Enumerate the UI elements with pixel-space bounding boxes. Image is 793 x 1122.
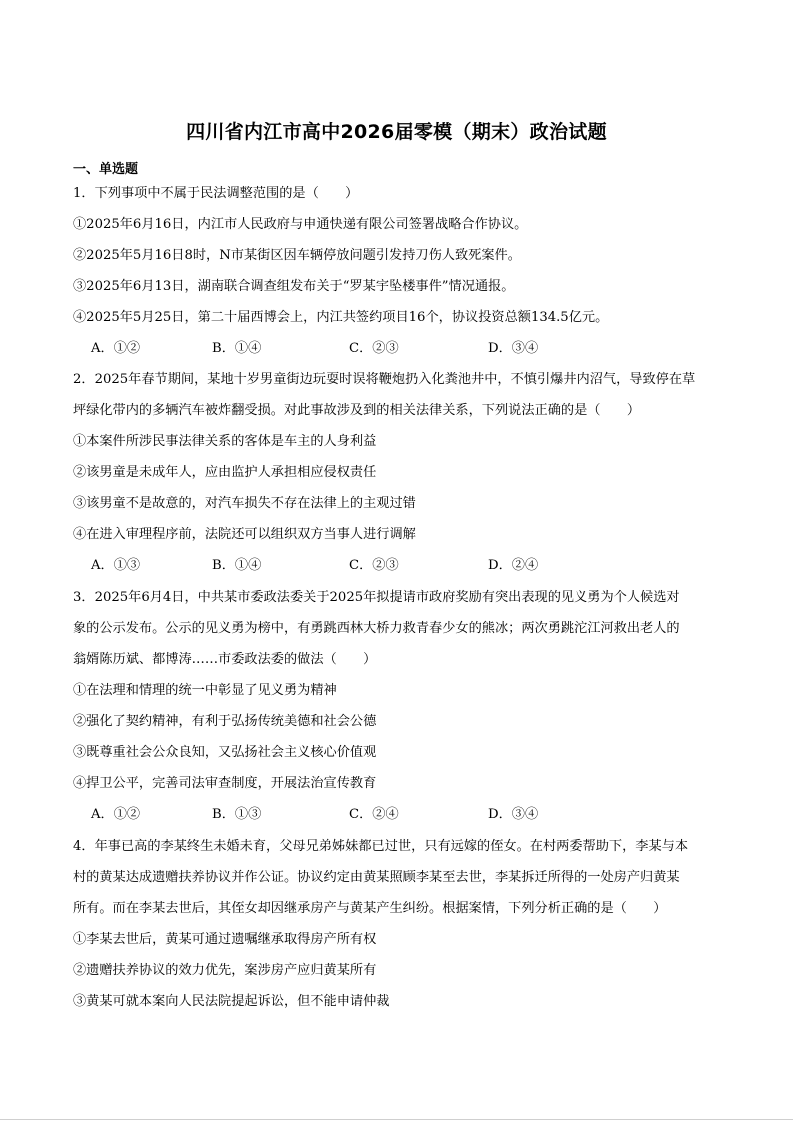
question-2-statement-4: ④在进入审理程序前，法院还可以组织双方当事人进行调解 bbox=[73, 527, 416, 542]
question-4-stem-line-1: 4．年事已高的李某终生未婚未育，父母兄弟姊妹都已过世，只有远嫁的侄女。在村两委帮助下，李某与本 bbox=[73, 839, 689, 854]
option-b: B．①④ bbox=[212, 558, 262, 573]
option-a: A．①③ bbox=[91, 558, 141, 573]
question-1-stem: 1．下列事项中不属于民法调整范围的是（ ） bbox=[73, 186, 359, 201]
question-3-options bbox=[91, 806, 691, 824]
question-2-stem-line-1: 2．2025年春节期间，某地十岁男童街边玩耍时误将鞭炮扔入化粪池井中，不慎引爆井内沼气，导致停在草 bbox=[73, 372, 696, 387]
question-1-statement-4: ④2025年5月25日，第二十届西博会上，内江共签约项目16个，协议投资总额134.5亿元。 bbox=[73, 310, 609, 325]
question-1-statement-1: ①2025年6月16日，内江市人民政府与申通快递有限公司签署战略合作协议。 bbox=[73, 217, 528, 232]
option-b: B．①④ bbox=[212, 341, 262, 356]
page-title: 四川省内江市高中2026届零模（期末）政治试题 bbox=[186, 121, 607, 143]
question-1-options bbox=[91, 340, 691, 358]
question-4-statement-2: ②遗赠扶养协议的效力优先，案涉房产应归黄某所有 bbox=[73, 963, 377, 978]
page-bottom-divider bbox=[0, 1119, 793, 1120]
option-d: D．③④ bbox=[488, 807, 539, 822]
question-3-statement-4: ④捍卫公平，完善司法审查制度，开展法治宣传教育 bbox=[73, 776, 377, 791]
option-b: B．①③ bbox=[212, 807, 262, 822]
question-4-statement-3: ③黄某可就本案向人民法院提起诉讼，但不能申请仲裁 bbox=[73, 994, 390, 1009]
section-heading: 一、单选题 bbox=[73, 162, 139, 177]
question-1-statement-2: ②2025年5月16日8时，N市某街区因车辆停放问题引发持刀伤人致死案件。 bbox=[73, 248, 521, 263]
question-4-stem-line-3: 所有。而在李某去世后，其侄女却因继承房产与黄某产生纠纷。根据案情，下列分析正确的是（ ） bbox=[73, 901, 667, 916]
option-a: A．①② bbox=[91, 807, 141, 822]
question-4-stem-line-2: 村的黄某达成遗赠扶养协议并作公证。协议约定由黄某照顾李某至去世，李某拆迁所得的一处房产归黄某 bbox=[73, 870, 680, 885]
option-c: C．②④ bbox=[349, 807, 399, 822]
option-a: A．①② bbox=[91, 341, 141, 356]
question-2-stem-line-2: 坪绿化带内的多辆汽车被炸翻受损。对此事故涉及到的相关法律关系，下列说法正确的是（ ） bbox=[73, 403, 641, 418]
question-1-statement-3: ③2025年6月13日，湖南联合调查组发布关于“罗某宇坠楼事件”情况通报。 bbox=[73, 279, 515, 294]
question-3-stem-line-3: 翁婿陈历斌、都博涛……市委政法委的做法（ ） bbox=[73, 652, 377, 667]
option-d: D．②④ bbox=[488, 558, 539, 573]
option-c: C．②③ bbox=[349, 341, 399, 356]
question-3-statement-3: ③既尊重社会公众良知，又弘扬社会主义核心价值观 bbox=[73, 745, 377, 760]
question-2-options bbox=[91, 557, 691, 575]
question-3-stem-line-1: 3．2025年6月4日，中共某市委政法委关于2025年拟提请市政府奖励有突出表现的见义勇为个人候选对 bbox=[73, 590, 680, 605]
question-3-statement-2: ②强化了契约精神，有利于弘扬传统美德和社会公德 bbox=[73, 714, 377, 729]
question-2-statement-3: ③该男童不是故意的，对汽车损失不存在法律上的主观过错 bbox=[73, 496, 416, 511]
question-4-statement-1: ①李某去世后，黄某可通过遗嘱继承取得房产所有权 bbox=[73, 932, 377, 947]
question-2-statement-2: ②该男童是未成年人，应由监护人承担相应侵权责任 bbox=[73, 465, 377, 480]
option-d: D．③④ bbox=[488, 341, 539, 356]
option-c: C．②③ bbox=[349, 558, 399, 573]
question-3-statement-1: ①在法理和情理的统一中彰显了见义勇为精神 bbox=[73, 683, 337, 698]
question-2-statement-1: ①本案件所涉民事法律关系的客体是车主的人身利益 bbox=[73, 434, 377, 449]
question-3-stem-line-2: 象的公示发布。公示的见义勇为榜中，有勇跳西林大桥力救青春少女的熊冰；两次勇跳沱江河救出老人的 bbox=[73, 621, 680, 636]
